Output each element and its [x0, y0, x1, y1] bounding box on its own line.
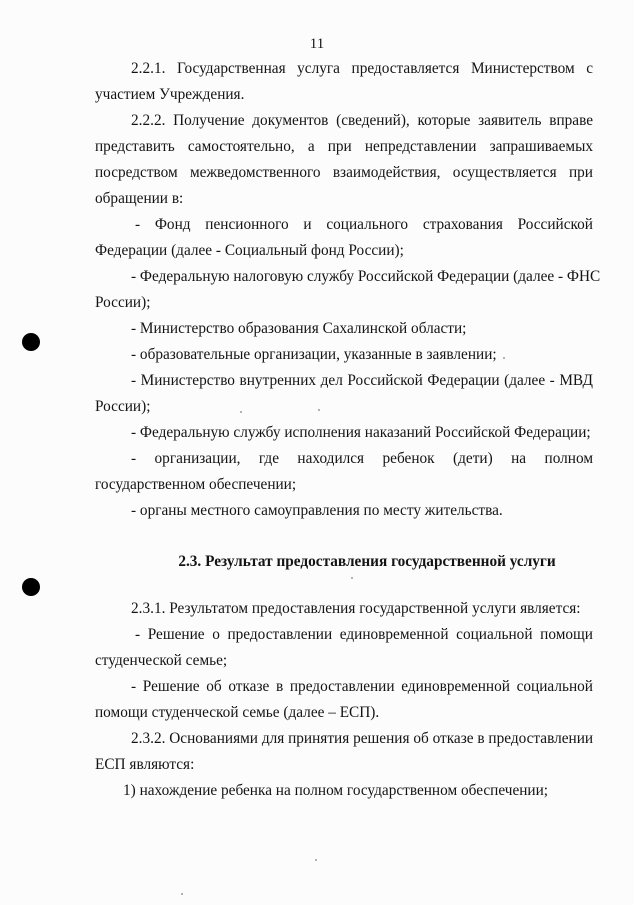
paragraph-2-2-2-line-3: посредством межведомственного взаимодействия, осуществляется при: [95, 164, 593, 181]
paragraph-2-3-2-line-2: ЕСП являются:: [95, 756, 195, 773]
list-item-local-government: - органы местного самоуправления по месту жительства.: [131, 502, 503, 519]
list-item-fsin: - Федеральную службу исполнения наказаний Российской Федерации;: [131, 424, 591, 441]
punch-hole-bottom: [22, 578, 40, 596]
paragraph-2-2-2-line-1: 2.2.2. Получение документов (сведений), которые заявитель вправе: [131, 112, 593, 129]
list-item-fns-line-2: России);: [95, 294, 151, 311]
page-number: 11: [309, 36, 325, 52]
scan-speck: [240, 411, 242, 413]
list-item-social-fund-line-2: Федерации (далее - Социальный фонд России);: [95, 242, 404, 259]
paragraph-2-2-2-line-4: обращении в:: [95, 190, 184, 207]
scan-speck: [181, 893, 183, 895]
paragraph-2-2-2-line-2: представить самостоятельно, а при непредставлении запрашиваемых: [95, 138, 593, 155]
list-item-organizations-line-1: - организации, где находился ребенок (дети) на полном: [131, 450, 593, 467]
paragraph-2-2-1-line-1: 2.2.1. Государственная услуга предоставляется Министерством с: [131, 60, 593, 77]
list-item-mvd-line-2: России);: [95, 398, 151, 415]
section-heading-2-3: 2.3. Результат предоставления государственной услуги: [178, 553, 556, 570]
paragraph-2-3-1-line-1: 2.3.1. Результатом предоставления государственной услуги является:: [131, 600, 581, 617]
list-item-mvd-line-1: - Министерство внутренних дел Российской Федерации (далее - МВД: [131, 372, 593, 389]
scan-speck: [351, 577, 353, 579]
result-decision-grant-line-1: - Решение о предоставлении единовременной социальной помощи: [135, 626, 593, 643]
punch-hole-top: [22, 333, 40, 351]
result-decision-refusal-line-2: помощи студенческой семье (далее – ЕСП).: [95, 704, 380, 721]
scan-speck: [315, 859, 317, 861]
list-item-education-ministry: - Министерство образования Сахалинской области;: [131, 320, 467, 337]
scan-speck: [503, 357, 505, 359]
paragraph-2-3-2-line-1: 2.3.2. Основаниями для принятия решения об отказе в предоставлении: [131, 730, 594, 747]
list-item-organizations-line-2: государственном обеспечении;: [95, 476, 297, 493]
scan-speck: [318, 409, 320, 411]
list-item-educational-orgs: - образовательные организации, указанные в заявлении;: [131, 346, 497, 363]
list-item-fns-line-1: - Федеральную налоговую службу Российской Федерации (далее - ФНС: [131, 268, 601, 285]
paragraph-2-2-1-line-2: участием Учреждения.: [95, 86, 245, 103]
result-decision-refusal-line-1: - Решение об отказе в предоставлении единовременной социальной: [131, 678, 593, 695]
list-item-social-fund-line-1: - Фонд пенсионного и социального страхования Российской: [135, 216, 593, 233]
refusal-ground-1: 1) нахождение ребенка на полном государственном обеспечении;: [123, 782, 549, 799]
result-decision-grant-line-2: студенческой семье;: [95, 652, 228, 669]
